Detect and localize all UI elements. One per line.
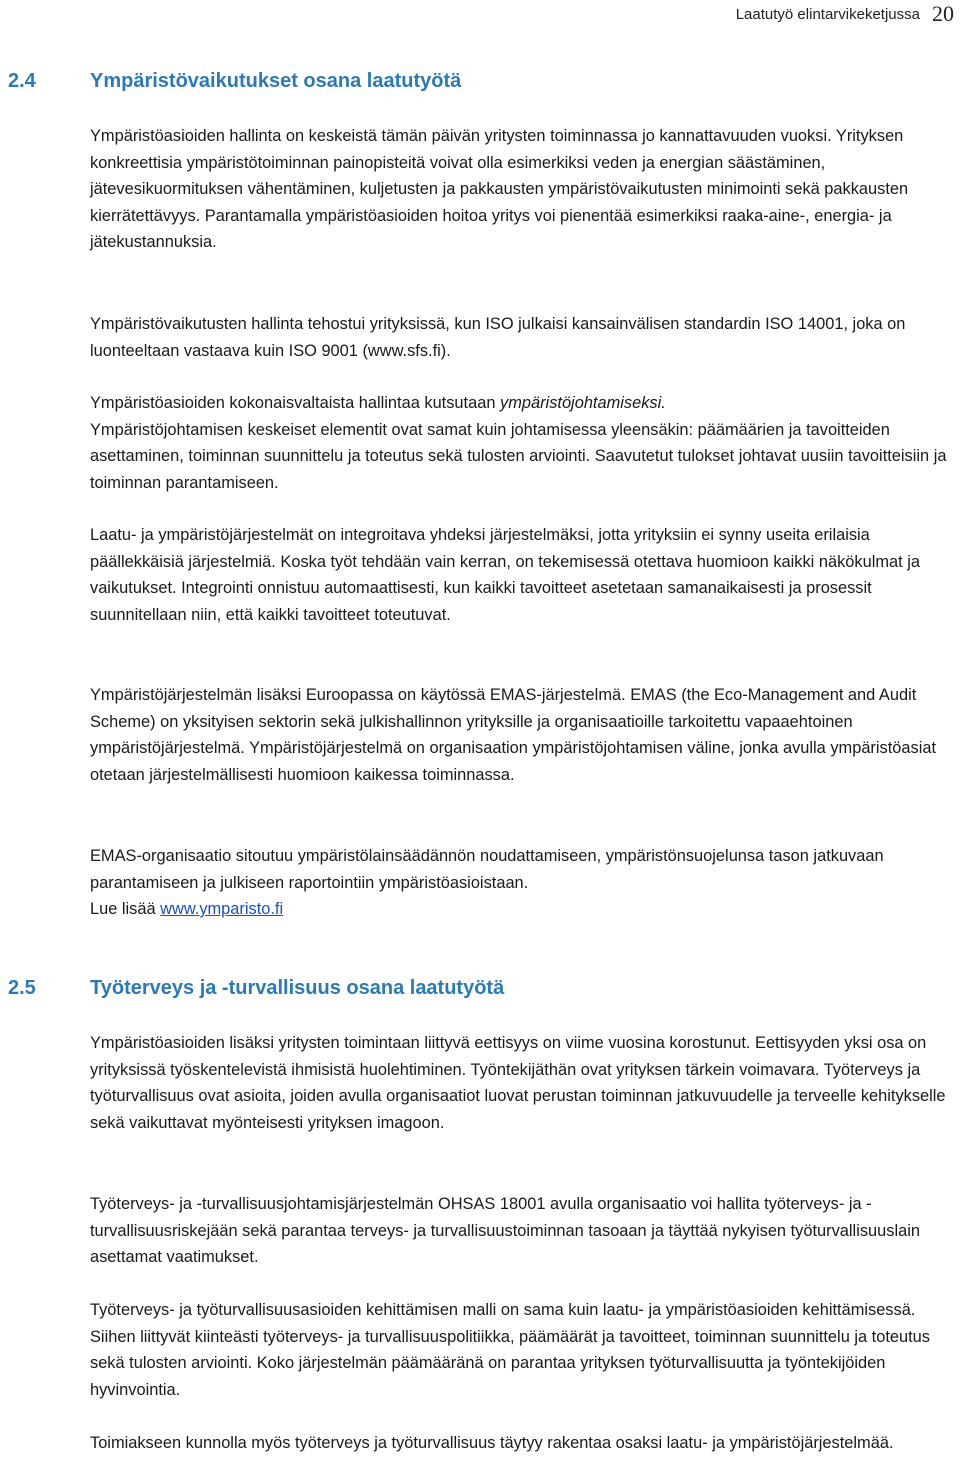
paragraph-text: Laatu- ja ympäristöjärjestelmät on integroitava yhdeksi järjestelmäksi, jotta yrityksiin ei synny useita erilaisia päällekkäisiä järjestelmiä. Koska työt tehdään vain kerran, on tekemisessä otettava huomioon kaikki näkökulmat ja vaikutukset. Integrointi onnistuu automaattisesti, kun kaikki tavoitteet asetetaan samanaikaisesti ja prosessit suunnitellaan niin, että kaikki tavoitteet toteutuvat. [90,526,920,624]
paragraph-text: Toimiakseen kunnolla myös työterveys ja työturvallisuus täytyy rakentaa osaksi laatu- ja ympäristöjärjestelmää. [90,1434,894,1452]
paragraph-environment-intro [90,123,958,256]
paragraph-text: Työterveys- ja työturvallisuusasioiden kehittämisen malli on sama kuin laatu- ja ympäristöasioiden kehittämisessä. Siihen liittyvät kiinteästi työterveys- ja turvallisuuspolitiikka, päämäärät ja tavoitteet, toiminnan suunnittelu ja toteutus sekä tulosten arviointi. Koko järjestelmän päämääränä on parantaa yrityksen työturvallisuutta ja työntekijöiden hyvinvointia. [90,1301,930,1399]
section-title: Työterveys ja -turvallisuus osana laatutyötä [90,977,505,999]
paragraph-text: EMAS-organisaatio sitoutuu ympäristölainsäädännön noudattamiseen, ympäristönsuojelunsa tason jatkuvaan parantamiseen ja julkiseen raportointiin ympäristöasioistaan. [90,847,884,892]
section-heading-2-4 [8,70,461,93]
section-number: 2.5 [8,977,36,999]
paragraph-text: Ympäristöjohtamisen keskeiset elementit ovat samat kuin johtamisessa yleensäkin: päämäärien ja tavoitteiden asettaminen, toiminnan suunnittelu ja toteutus sekä tulosten arviointi. Saavutetut tulokset johtavat uusiin tavoitteisiin ja toiminnan parantamiseen. [90,420,947,492]
section-title: Ympäristövaikutukset osana laatutyötä [90,70,462,92]
paragraph-text: Ympäristöasioiden hallinta on keskeistä tämän päivän yritysten toiminnassa jo kannattavuuden vuoksi. Yrityksen konkreettisia ympäristötoiminnan painopisteitä voivat olla esimerkiksi veden ja energian säästäminen, jätevesikuormituksen vähentäminen, kuljetusten ja pakkausten ympäristövaikutusten minimointi sekä pakkausten kierrätettävyys. Parantamalla ympäristöasioiden hoitoa yritys voi pienentää esimerkiksi raaka-aine-, energia- ja jätekustannuksia. [90,127,909,251]
paragraph-iso-14001 [90,311,958,364]
section-heading-2-5 [8,977,504,1000]
paragraph-integration [90,522,958,628]
paragraph-text: Työterveys- ja -turvallisuusjohtamisjärjestelmän OHSAS 18001 avulla organisaatio voi hallita työterveys- ja -turvallisuusriskejään sekä parantaa terveys- ja turvallisuustoiminnan tasoaan ja täyttää nykyisen työturvallisuuslain asettamat vaatimukset. [90,1195,920,1266]
page-header [736,0,960,28]
paragraph-environmental-management [90,390,958,496]
paragraph-text: Ympäristöasioiden lisäksi yritysten toimintaan liittyvä eettisyys on viime vuosina korostunut. Eettisyyden yksi osa on yrityksissä työskentelevistä ihmisistä huolehtiminen. Työntekijäthän ovat yrityksen tärkein voimavara. Työterveys ja työturvallisuus ovat asioita, joiden avulla organisaatiot luovat perustan toiminnan jatkuvuudelle ja terveelle kehitykselle sekä vaikuttavat myönteisesti yrityksen imagoon. [90,1034,946,1132]
paragraph-conclusion [90,1430,958,1457]
page-number: 20 [932,1,954,26]
paragraph-development-model [90,1297,958,1403]
read-more-label: Lue lisää [90,900,161,918]
paragraph-emas-commitment [90,843,958,923]
running-header-title: Laatutyö elintarvikeketjussa [735,5,920,23]
paragraph-ethics [90,1030,958,1136]
paragraph-text: Ympäristöasioiden kokonaisvaltaista hallintaa kutsutaan [90,394,501,412]
paragraph-emas [90,682,958,788]
paragraph-ohsas [90,1191,958,1271]
paragraph-text: Ympäristöjärjestelmän lisäksi Euroopassa on käytössä EMAS-järjestelmä. EMAS (the Eco-Management and Audit Scheme) on yksityisen sektorin sekä julkishallinnon yrityksille ja organisaatioille tarkoitettu vapaaehtoinen ympäristöjärjestelmä. Ympäristöjärjestelmä on organisaation ympäristöjohtamisen väline, jonka avulla ympäristöasiat otetaan järjestelmällisesti huomioon kaikessa toiminnassa. [90,686,937,784]
emphasized-term: ympäristöjohtamiseksi. [500,394,666,412]
section-number: 2.4 [8,70,36,92]
paragraph-text: Ympäristövaikutusten hallinta tehostui yrityksissä, kun ISO julkaisi kansainvälisen standardin ISO 14001, joka on luonteeltaan vastaava kuin ISO 9001 (www.sfs.fi). [90,315,906,360]
ymparisto-link[interactable]: www.ymparisto.fi [160,900,284,918]
